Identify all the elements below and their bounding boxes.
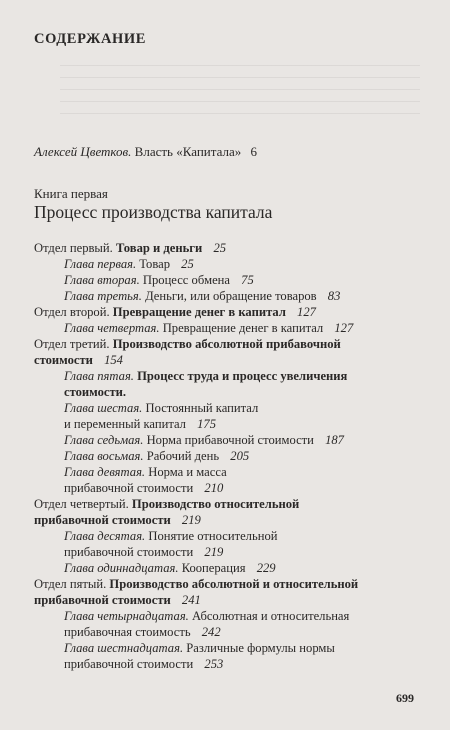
chapter-prefix: Глава шестая. [64, 401, 143, 415]
toc-part-5-cont [34, 592, 201, 608]
part-title-cont: стоимости [34, 353, 93, 367]
toc-chapter-14 [64, 608, 349, 624]
toc-chapter-14-cont [64, 624, 221, 640]
toc-chapter-6-cont [64, 416, 216, 432]
chapter-title: Норма и масса [148, 465, 227, 479]
page-ref: 253 [204, 657, 224, 671]
part-title-cont: прибавочной стоимости [34, 513, 171, 527]
toc-part-3-cont [34, 352, 123, 368]
part-title: Производство относительной [131, 497, 300, 511]
intro-page: 6 [250, 144, 257, 159]
part-prefix: Отдел четвертый. [34, 497, 129, 511]
part-title: Производство абсолютной прибавочной [112, 337, 341, 351]
page-ref: 75 [241, 273, 254, 287]
toc-chapter-3 [64, 288, 340, 304]
chapter-title: Понятие относительной [148, 529, 278, 543]
toc-chapter-2 [64, 272, 254, 288]
chapter-prefix: Глава пятая. [64, 369, 134, 383]
toc-chapter-5-cont [64, 384, 126, 400]
toc-chapter-16 [64, 640, 335, 656]
page-ref: 219 [204, 545, 224, 559]
chapter-prefix: Глава девятая. [64, 465, 146, 479]
toc-part-1 [34, 240, 226, 256]
chapter-prefix: Глава четырнадцатая. [64, 609, 189, 623]
intro-entry [34, 144, 257, 160]
page-ref: 154 [104, 353, 123, 367]
chapter-title-cont: прибавочной стоимости [64, 545, 194, 559]
toc-chapter-1 [64, 256, 194, 272]
intro-title: Власть «Капитала» [134, 144, 242, 159]
page-ref: 175 [197, 417, 217, 431]
toc-part-3 [34, 336, 341, 352]
chapter-title: Норма прибавочной стоимости [146, 433, 314, 447]
chapter-title: Кооперация [181, 561, 246, 575]
part-prefix: Отдел пятый. [34, 577, 107, 591]
chapter-prefix: Глава шестнадцатая. [64, 641, 184, 655]
toc-part-4 [34, 496, 299, 512]
chapter-title-cont: прибавочная стоимость [64, 625, 191, 639]
page-ref: 219 [181, 513, 201, 527]
chapter-title: Товар [139, 257, 170, 271]
page-ref: 25 [213, 241, 227, 255]
chapter-title: Превращение денег в капитал [162, 321, 324, 335]
chapter-prefix: Глава восьмая. [64, 449, 144, 463]
toc-chapter-6 [64, 400, 258, 416]
chapter-title-cont: прибавочной стоимости [64, 657, 194, 671]
page-number: 699 [396, 691, 414, 705]
book-title: Процесс производства капитала [34, 202, 273, 222]
page-ref: 242 [201, 625, 221, 639]
intro-author: Алексей Цветков. [34, 144, 132, 159]
chapter-title-cont: стоимости. [64, 385, 127, 399]
toc-chapter-5 [64, 368, 347, 384]
chapter-prefix: Глава вторая. [64, 273, 140, 287]
chapter-prefix: Глава одиннадцатая. [64, 561, 179, 575]
toc-chapter-9-cont [64, 480, 223, 496]
chapter-title-cont: и переменный капитал [64, 417, 186, 431]
toc-chapter-11 [64, 560, 276, 576]
toc-part-4-cont [34, 512, 201, 528]
page-ref: 187 [325, 433, 344, 447]
part-prefix: Отдел первый. [34, 241, 113, 255]
part-prefix: Отдел второй. [34, 305, 110, 319]
toc-part-2 [34, 304, 316, 320]
chapter-prefix: Глава четвертая. [64, 321, 160, 335]
chapter-title: Абсолютная и относительная [191, 609, 350, 623]
page-ref: 210 [204, 481, 224, 495]
chapter-title: Различные формулы нормы [186, 641, 335, 655]
toc-chapter-9 [64, 464, 227, 480]
toc-chapter-4 [64, 320, 353, 336]
toc-chapter-7 [64, 432, 344, 448]
book-label: Книга первая [34, 186, 108, 201]
page-ref: 229 [256, 561, 276, 575]
chapter-prefix: Глава седьмая. [64, 433, 144, 447]
part-prefix: Отдел третий. [34, 337, 110, 351]
part-title: Товар и деньги [115, 241, 203, 255]
toc-chapter-10-cont [64, 544, 223, 560]
page-ref: 25 [181, 257, 194, 271]
chapter-prefix: Глава десятая. [64, 529, 146, 543]
bleed-through-texture [60, 58, 420, 118]
toc-chapter-10 [64, 528, 277, 544]
chapter-title: Деньги, или обращение товаров [145, 289, 317, 303]
part-title-cont: прибавочной стоимости [34, 593, 171, 607]
page-heading: СОДЕРЖАНИЕ [34, 31, 147, 47]
toc-chapter-16-cont [64, 656, 223, 672]
page-ref: 83 [327, 289, 341, 303]
chapter-title-cont: прибавочной стоимости [64, 481, 194, 495]
part-title: Превращение денег в капитал [112, 305, 286, 319]
toc-part-5 [34, 576, 358, 592]
page-ref: 127 [334, 321, 354, 335]
chapter-title: Рабочий день [146, 449, 220, 463]
toc-chapter-8 [64, 448, 249, 464]
page-ref: 205 [230, 449, 250, 463]
chapter-title: Процесс обмена [142, 273, 231, 287]
page-ref: 127 [297, 305, 316, 319]
chapter-prefix: Глава первая. [64, 257, 137, 271]
part-title: Производство абсолютной и относительной [109, 577, 359, 591]
chapter-title: Постоянный капитал [145, 401, 259, 415]
page-ref: 241 [181, 593, 201, 607]
chapter-prefix: Глава третья. [64, 289, 142, 303]
chapter-title: Процесс труда и процесс увеличения [137, 369, 348, 383]
